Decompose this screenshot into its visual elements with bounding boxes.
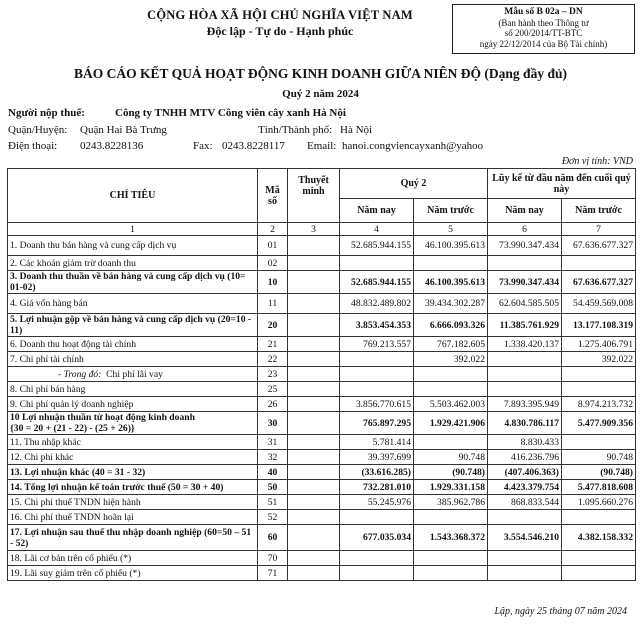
province-value: Hà Nội (340, 124, 373, 136)
ytd-prior-value (562, 510, 636, 525)
form-note-line: (Ban hành theo Thông tư (498, 17, 589, 28)
row-label: 8. Chi phí bán hàng (8, 382, 258, 397)
ytd-current-value: 4.423.379.754 (488, 480, 562, 495)
col-header-prior-year: Năm trước (562, 199, 636, 223)
row-label: 11. Thu nhập khác (8, 435, 258, 450)
row-label: 4. Giá vốn hàng bán (8, 294, 258, 314)
row-code: 60 (258, 525, 288, 551)
row-note (288, 566, 340, 581)
q2-prior-value (414, 510, 488, 525)
ytd-prior-value: 5.477.818.608 (562, 480, 636, 495)
ytd-prior-value (562, 367, 636, 382)
row-label-formula: {30 = 20 + (21 - 22) - (25 + 26)} (10, 423, 135, 434)
report-period: Quý 2 năm 2024 (282, 88, 359, 100)
column-index: 2 (258, 223, 288, 236)
q2-current-value: 677.035.034 (340, 525, 414, 551)
row-note (288, 435, 340, 450)
q2-prior-value (414, 551, 488, 566)
row-note (288, 480, 340, 495)
table-row (8, 397, 636, 412)
q2-prior-value: 6.666.093.326 (414, 314, 488, 337)
table-row (8, 367, 636, 382)
q2-current-value: (33.616.285) (340, 465, 414, 480)
row-code: 25 (258, 382, 288, 397)
row-code: 10 (258, 271, 288, 294)
q2-current-value: 5.781.414 (340, 435, 414, 450)
col-header-current-year: Năm nay (340, 199, 414, 223)
ytd-current-value: 73.990.347.434 (488, 236, 562, 256)
row-code: 32 (258, 450, 288, 465)
row-note (288, 551, 340, 566)
row-label: 7. Chi phí tài chính (8, 352, 258, 367)
q2-current-value (340, 551, 414, 566)
column-index: 7 (562, 223, 636, 236)
table-row (8, 314, 636, 337)
ytd-prior-value: 1.095.660.276 (562, 495, 636, 510)
ytd-prior-value (562, 551, 636, 566)
income-statement-table (7, 168, 636, 581)
q2-prior-value: 46.100.395.613 (414, 236, 488, 256)
q2-prior-value: (90.748) (414, 465, 488, 480)
row-label: 3. Doanh thu thuần về bán hàng và cung cấp dịch vụ (10= 01-02) (8, 271, 258, 294)
row-code: 21 (258, 337, 288, 352)
table-row (8, 551, 636, 566)
col-header-ytd: Lũy kế từ đầu năm đến cuối quý này (488, 169, 636, 199)
table-row (8, 525, 636, 551)
table-row (8, 236, 636, 256)
q2-current-value (340, 382, 414, 397)
row-label: 5. Lợi nhuận gộp về bán hàng và cung cấp dịch vụ (20=10 - 11) (8, 314, 258, 337)
row-note (288, 337, 340, 352)
taxpayer-label: Người nộp thuế: (8, 107, 85, 119)
q2-current-value (340, 566, 414, 581)
ytd-prior-value: 8.974.213.732 (562, 397, 636, 412)
q2-current-value (340, 352, 414, 367)
q2-current-value: 769.213.557 (340, 337, 414, 352)
row-label: 13. Lợi nhuận khác (40 = 31 - 32) (8, 465, 258, 480)
column-index: 5 (414, 223, 488, 236)
ytd-prior-value: 13.177.108.319 (562, 314, 636, 337)
ytd-current-value: (407.406.363) (488, 465, 562, 480)
q2-prior-value: 39.434.302.287 (414, 294, 488, 314)
form-id: Mẫu số B 02a – DN (504, 7, 583, 17)
ytd-current-value (488, 352, 562, 367)
form-id-box (452, 4, 635, 54)
q2-current-value: 732.281.010 (340, 480, 414, 495)
ytd-prior-value: 90.748 (562, 450, 636, 465)
q2-prior-value: 1.543.368.372 (414, 525, 488, 551)
row-note (288, 495, 340, 510)
q2-current-value: 48.832.489.802 (340, 294, 414, 314)
row-label-detail: Chi phí lãi vay (106, 368, 163, 380)
table-row (8, 271, 636, 294)
row-note (288, 465, 340, 480)
table-row (8, 495, 636, 510)
row-code: 30 (258, 412, 288, 435)
row-code: 31 (258, 435, 288, 450)
row-label: 12. Chi phí khác (8, 450, 258, 465)
row-label-main: 10 Lợi nhuận thuần từ hoạt động kinh doanh (10, 412, 195, 423)
ytd-current-value (488, 566, 562, 581)
ytd-current-value (488, 367, 562, 382)
ytd-prior-value (562, 566, 636, 581)
row-note (288, 450, 340, 465)
row-note (288, 236, 340, 256)
table-row (8, 510, 636, 525)
ytd-prior-value: 392.022 (562, 352, 636, 367)
ytd-prior-value: 1.275.406.791 (562, 337, 636, 352)
row-label (8, 367, 258, 382)
phone-label: Điện thoại: (8, 140, 58, 152)
q2-current-value: 39.397.699 (340, 450, 414, 465)
row-code: 70 (258, 551, 288, 566)
row-label-prefix: - Trong đó: (58, 368, 102, 380)
q2-prior-value: 1.929.331.158 (414, 480, 488, 495)
table-row (8, 480, 636, 495)
q2-prior-value: 1.929.421.906 (414, 412, 488, 435)
q2-prior-value: 385.962.786 (414, 495, 488, 510)
row-note (288, 382, 340, 397)
q2-prior-value: 5.503.462.003 (414, 397, 488, 412)
table-row (8, 435, 636, 450)
table-row (8, 450, 636, 465)
taxpayer-name: Công ty TNHH MTV Công viên cây xanh Hà Nội (115, 107, 346, 119)
ytd-current-value (488, 382, 562, 397)
row-code: 52 (258, 510, 288, 525)
column-index: 1 (8, 223, 258, 236)
row-note (288, 397, 340, 412)
row-code: 02 (258, 256, 288, 271)
ytd-current-value: 62.604.585.505 (488, 294, 562, 314)
table-row (8, 294, 636, 314)
row-note (288, 314, 340, 337)
ytd-current-value: 8.830.433 (488, 435, 562, 450)
email-label: Email: (307, 140, 337, 152)
email-value: hanoi.congviencayxanh@yahoo (342, 140, 484, 152)
column-index: 4 (340, 223, 414, 236)
q2-prior-value: 767.182.605 (414, 337, 488, 352)
q2-prior-value (414, 256, 488, 271)
row-code: 11 (258, 294, 288, 314)
ytd-current-value (488, 256, 562, 271)
q2-prior-value: 90.748 (414, 450, 488, 465)
q2-current-value: 765.897.295 (340, 412, 414, 435)
ytd-current-value: 3.554.546.210 (488, 525, 562, 551)
q2-current-value (340, 256, 414, 271)
q2-current-value: 52.685.944.155 (340, 236, 414, 256)
row-code: 40 (258, 465, 288, 480)
row-code: 01 (258, 236, 288, 256)
row-code: 26 (258, 397, 288, 412)
row-label: 16. Chi phí thuế TNDN hoãn lại (8, 510, 258, 525)
table-row (8, 566, 636, 581)
fax-label: Fax: (193, 140, 213, 152)
ytd-prior-value: 4.382.158.332 (562, 525, 636, 551)
form-note-line: ngày 22/12/2014 của Bộ Tài chính) (479, 38, 608, 49)
row-note (288, 352, 340, 367)
table-row (8, 256, 636, 271)
district-value: Quận Hai Bà Trưng (80, 124, 167, 136)
table-row (8, 412, 636, 435)
table-row (8, 352, 636, 367)
col-header-code: Mã số (258, 169, 288, 223)
ytd-prior-value: 5.477.909.356 (562, 412, 636, 435)
row-label: 17. Lợi nhuận sau thuế thu nhập doanh nghiệp (60=50 – 51 - 52) (8, 525, 258, 551)
phone-value: 0243.8228136 (80, 140, 144, 152)
ytd-current-value: 416.236.796 (488, 450, 562, 465)
ytd-prior-value (562, 435, 636, 450)
row-note (288, 271, 340, 294)
ytd-prior-value (562, 382, 636, 397)
ytd-prior-value: 67.636.677.327 (562, 271, 636, 294)
ytd-current-value: 7.893.395.949 (488, 397, 562, 412)
ytd-current-value: 11.385.761.929 (488, 314, 562, 337)
q2-current-value: 3.853.454.353 (340, 314, 414, 337)
province-label: Tỉnh/Thành phố: (258, 124, 333, 136)
q2-current-value (340, 510, 414, 525)
row-label: 19. Lãi suy giảm trên cổ phiếu (*) (8, 566, 258, 581)
col-header-quarter: Quý 2 (340, 169, 488, 199)
report-title: BÁO CÁO KẾT QUẢ HOẠT ĐỘNG KINH DOANH GIỮA NIÊN ĐỘ (Dạng đầy đủ) (74, 66, 567, 81)
row-note (288, 294, 340, 314)
row-note (288, 412, 340, 435)
row-code: 22 (258, 352, 288, 367)
row-label: 9. Chi phí quản lý doanh nghiệp (8, 397, 258, 412)
ytd-prior-value: 54.459.569.008 (562, 294, 636, 314)
row-label (8, 412, 258, 435)
ytd-prior-value: 67.636.677.327 (562, 236, 636, 256)
q2-prior-value (414, 435, 488, 450)
row-label: 15. Chi phí thuế TNDN hiện hành (8, 495, 258, 510)
q2-current-value: 52.685.944.155 (340, 271, 414, 294)
row-label: 1. Doanh thu bán hàng và cung cấp dịch vụ (8, 236, 258, 256)
row-note (288, 367, 340, 382)
row-note (288, 256, 340, 271)
q2-current-value: 55.245.976 (340, 495, 414, 510)
row-code: 20 (258, 314, 288, 337)
report-date: Lập, ngày 25 tháng 07 năm 2024 (494, 606, 627, 617)
q2-current-value: 3.856.770.615 (340, 397, 414, 412)
col-header-item: CHỈ TIÊU (8, 169, 258, 223)
q2-prior-value (414, 382, 488, 397)
table-row (8, 337, 636, 352)
ytd-current-value: 73.990.347.434 (488, 271, 562, 294)
row-code: 51 (258, 495, 288, 510)
fax-value: 0243.8228117 (222, 140, 285, 152)
row-label: 18. Lãi cơ bản trên cổ phiếu (*) (8, 551, 258, 566)
form-note-line: số 200/2014/TT-BTC (504, 28, 583, 38)
ytd-current-value (488, 551, 562, 566)
row-note (288, 525, 340, 551)
national-motto: Độc lập - Tự do - Hạnh phúc (206, 24, 354, 38)
table-row (8, 382, 636, 397)
unit-label: Đơn vị tính: VND (561, 156, 633, 167)
q2-prior-value (414, 367, 488, 382)
ytd-current-value (488, 510, 562, 525)
district-label: Quận/Huyện: (8, 124, 68, 136)
q2-current-value (340, 367, 414, 382)
ytd-prior-value: (90.748) (562, 465, 636, 480)
q2-prior-value: 46.100.395.613 (414, 271, 488, 294)
q2-prior-value (414, 566, 488, 581)
row-code: 71 (258, 566, 288, 581)
ytd-current-value: 1.338.420.137 (488, 337, 562, 352)
column-index: 3 (288, 223, 340, 236)
row-label: 2. Các khoản giảm trừ doanh thu (8, 256, 258, 271)
column-index: 6 (488, 223, 562, 236)
col-header-prior-year: Năm trước (414, 199, 488, 223)
row-code: 50 (258, 480, 288, 495)
col-header-current-year: Năm nay (488, 199, 562, 223)
ytd-current-value: 868.833.544 (488, 495, 562, 510)
row-note (288, 510, 340, 525)
nation-heading: CỘNG HÒA XÃ HỘI CHỦ NGHĨA VIỆT NAM (147, 8, 413, 22)
row-code: 23 (258, 367, 288, 382)
ytd-prior-value (562, 256, 636, 271)
col-header-note: Thuyết minh (288, 169, 340, 223)
ytd-current-value: 4.830.786.117 (488, 412, 562, 435)
row-label: 6. Doanh thu hoạt động tài chính (8, 337, 258, 352)
table-row (8, 465, 636, 480)
row-label: 14. Tổng lợi nhuận kế toán trước thuế (50 = 30 + 40) (8, 480, 258, 495)
q2-prior-value: 392.022 (414, 352, 488, 367)
